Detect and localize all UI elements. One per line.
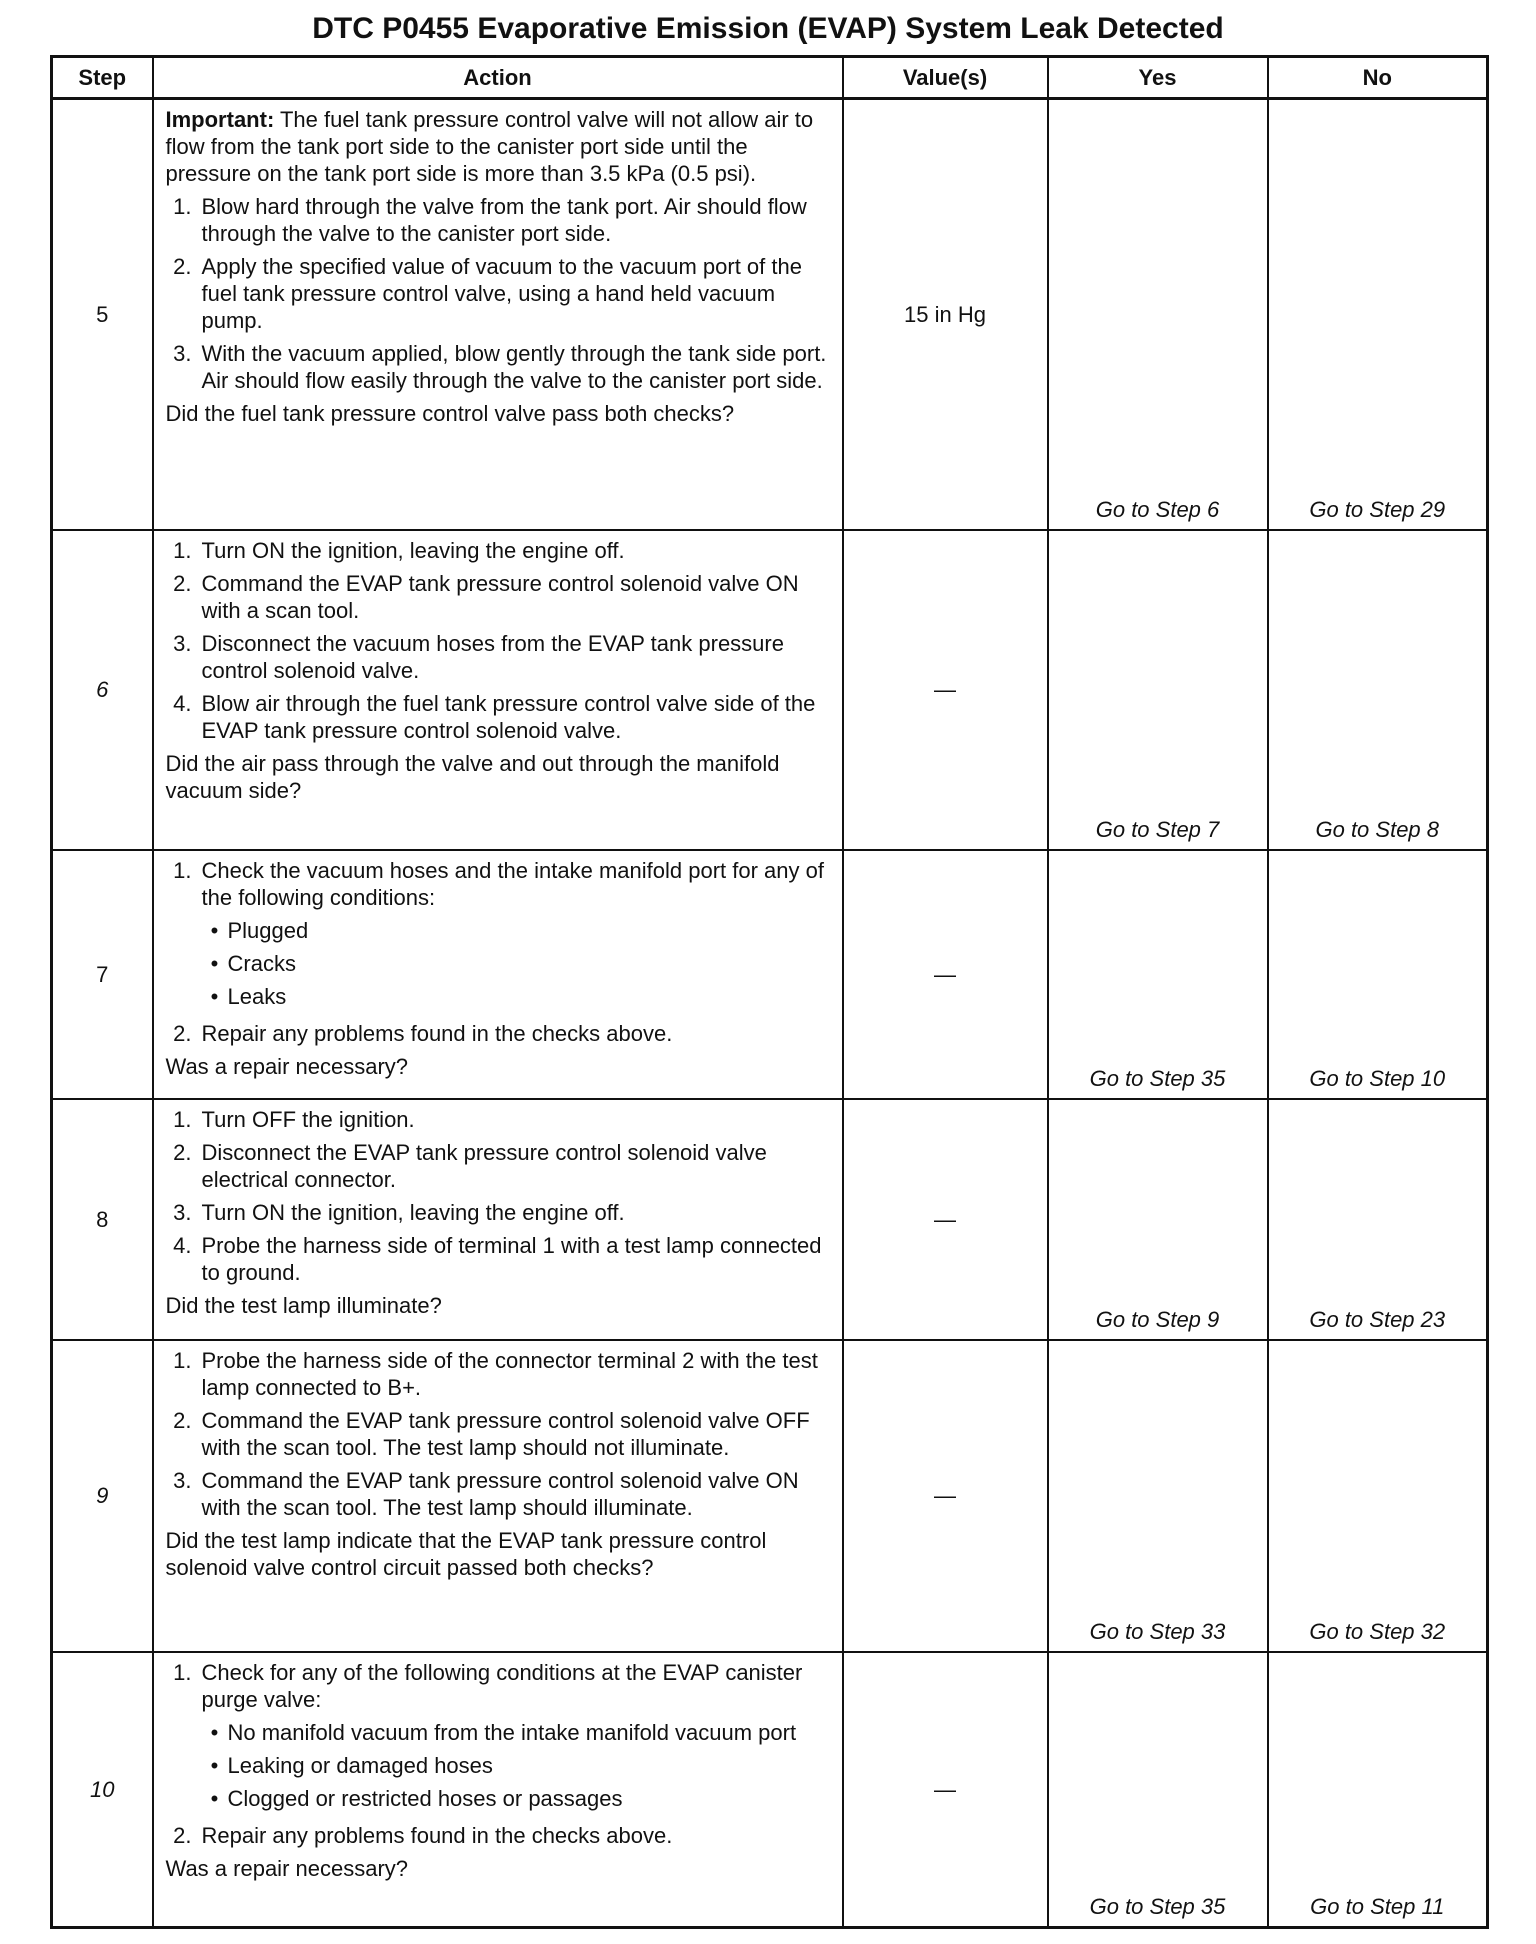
value-cell: — [843,1099,1048,1340]
list-item [166,253,832,334]
item-number: 1. [173,1347,192,1373]
item-text: Command the EVAP tank pressure control solenoid valve ON with the scan tool. The test lamp should illuminate. [201,1467,799,1520]
item-number: 3. [173,630,192,656]
header-no: No [1268,57,1488,99]
header-yes: Yes [1048,57,1268,99]
item-number: 2. [173,1822,192,1848]
item-text: Turn OFF the ignition. [201,1106,415,1132]
table-row [52,1099,1488,1340]
value-cell: — [843,1652,1048,1928]
list-item [166,1139,832,1193]
bullet-item: • Plugged [210,917,309,943]
bullet-text: Cracks [227,950,296,976]
table-row [52,99,1488,530]
step-question: Was a repair necessary? [165,1855,409,1881]
action-list [166,857,832,1047]
item-text-main: Check for any of the following conditions at the EVAP canister purge valve: [201,1659,803,1712]
step-number: 10 [52,1652,153,1928]
diagnostic-table [50,55,1489,1929]
item-number: 4. [173,1232,192,1258]
header-step: Step [52,57,153,99]
item-text: Turn ON the ignition, leaving the engine off. [201,537,625,563]
item-text [202,1659,832,1816]
bullet-text: Plugged [227,917,309,943]
action-list [166,1659,832,1849]
value-cell: 15 in Hg [843,99,1048,530]
item-text: Repair any problems found in the checks above. [201,1020,673,1046]
value-cell: — [843,530,1048,850]
step-number: 9 [52,1340,153,1652]
item-number: 1. [173,537,192,563]
step-question: Was a repair necessary? [165,1053,409,1079]
item-text: Repair any problems found in the checks above. [201,1822,673,1848]
table-row [52,850,1488,1099]
list-item [166,857,832,1014]
list-item [166,1822,832,1849]
list-item [166,1347,832,1401]
item-text: Command the EVAP tank pressure control solenoid valve OFF with the scan tool. The test lamp should not illuminate. [201,1407,810,1460]
header-row [52,57,1488,99]
table-row [52,1340,1488,1652]
bullet-item: • Leaks [210,983,287,1009]
list-item [166,1407,832,1461]
no-cell: Go to Step 10 [1268,850,1488,1099]
value-cell: — [843,850,1048,1099]
step-number: 5 [52,99,153,530]
no-cell: Go to Step 32 [1268,1340,1488,1652]
item-number: 1. [173,1659,192,1685]
action-cell [153,530,843,850]
bullet-text: No manifold vacuum from the intake manifold vacuum port [227,1719,797,1745]
item-text: Apply the specified value of vacuum to the vacuum port of the fuel tank pressure control valve, using a hand held vacuum pump. [201,254,802,333]
action-cell [153,1652,843,1928]
list-item [166,537,832,564]
action-cell [153,99,843,530]
item-text: Blow air through the fuel tank pressure control valve side of the EVAP tank pressure control solenoid valve. [201,690,816,743]
action-list [166,537,832,744]
important-note [166,106,832,187]
step-question: Did the test lamp indicate that the EVAP tank pressure control solenoid valve control circuit passed both checks? [165,1527,767,1580]
list-item [166,193,832,247]
step-number: 8 [52,1099,153,1340]
important-text: The fuel tank pressure control valve will not allow air to flow from the tank port side to the canister port side until the pressure on the tank port side is more than 3.5 kPa (0.5 psi). [165,107,814,186]
item-number: 1. [173,194,192,219]
item-text: Probe the harness side of the connector terminal 2 with the test lamp connected to B+. [201,1347,818,1400]
item-number: 1. [173,1106,192,1132]
bullet-item: • Cracks [210,950,296,976]
item-number: 4. [173,690,192,716]
bullet-text: Leaks [227,983,287,1009]
item-text [202,857,832,1014]
item-number: 3. [173,1467,192,1493]
list-item [166,340,832,394]
list-item [166,1659,832,1816]
bullet-item: • Clogged or restricted hoses or passages [210,1785,623,1811]
action-list [166,193,832,394]
item-number: 2. [173,1020,192,1046]
item-number: 3. [173,1199,192,1225]
yes-cell: Go to Step 6 [1048,99,1268,530]
yes-cell: Go to Step 35 [1048,850,1268,1099]
no-cell: Go to Step 11 [1268,1652,1488,1928]
list-item [166,1467,832,1521]
yes-cell: Go to Step 9 [1048,1099,1268,1340]
item-text: Command the EVAP tank pressure control solenoid valve ON with a scan tool. [201,570,799,623]
action-cell [153,1099,843,1340]
list-item [166,1106,832,1133]
item-text: Probe the harness side of terminal 1 with a test lamp connected to ground. [201,1232,822,1285]
step-number: 6 [52,530,153,850]
item-text: Disconnect the vacuum hoses from the EVAP tank pressure control solenoid valve. [201,630,784,683]
item-number: 2. [173,1139,192,1165]
item-number: 2. [173,254,192,279]
action-list [166,1106,832,1286]
action-cell [153,1340,843,1652]
list-item [166,630,832,684]
step-number: 7 [52,850,153,1099]
value-cell: — [843,1340,1048,1652]
step-question: Did the air pass through the valve and out through the manifold vacuum side? [165,750,780,803]
action-cell [153,850,843,1099]
bullet-text: Leaking or damaged hoses [227,1752,493,1778]
yes-cell: Go to Step 35 [1048,1652,1268,1928]
header-values: Value(s) [843,57,1048,99]
item-number: 2. [173,1407,192,1433]
table-row [52,530,1488,850]
step-question: Did the fuel tank pressure control valve pass both checks? [165,401,735,426]
item-number: 2. [173,570,192,596]
item-text: Blow hard through the valve from the tank port. Air should flow through the valve to the canister port side. [201,194,807,246]
page-title: DTC P0455 Evaporative Emission (EVAP) System Leak Detected [312,12,1224,45]
action-list [166,1347,832,1521]
bullet-item: • No manifold vacuum from the intake manifold vacuum port [210,1719,797,1745]
bullet-text: Clogged or restricted hoses or passages [227,1785,623,1811]
yes-cell: Go to Step 7 [1048,530,1268,850]
item-text-main: Check the vacuum hoses and the intake manifold port for any of the following conditions: [201,857,824,910]
bullet-item: • Leaking or damaged hoses [210,1752,493,1778]
header-action: Action [153,57,843,99]
list-item [166,690,832,744]
table-row [52,1652,1488,1928]
item-number: 3. [173,341,192,366]
list-item [166,1020,832,1047]
no-cell: Go to Step 29 [1268,99,1488,530]
list-item [166,1199,832,1226]
item-text: Disconnect the EVAP tank pressure control solenoid valve electrical connector. [201,1139,767,1192]
important-label: Important: [165,107,275,132]
list-item [166,1232,832,1286]
step-question: Did the test lamp illuminate? [165,1292,442,1318]
item-number: 1. [173,857,192,883]
yes-cell: Go to Step 33 [1048,1340,1268,1652]
no-cell: Go to Step 8 [1268,530,1488,850]
item-text: With the vacuum applied, blow gently through the tank side port. Air should flow easily through the valve to the canister port side. [201,341,827,393]
item-text: Turn ON the ignition, leaving the engine off. [201,1199,625,1225]
no-cell: Go to Step 23 [1268,1099,1488,1340]
list-item [166,570,832,624]
